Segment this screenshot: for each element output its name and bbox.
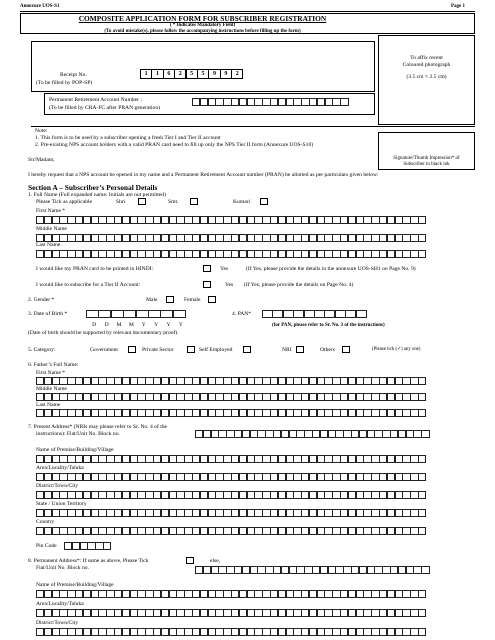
header-rule bbox=[20, 11, 475, 12]
input-cell[interactable] bbox=[98, 310, 111, 318]
category-hint: (Please tick (✓) any one) bbox=[372, 347, 421, 352]
title-shri-label: Shri bbox=[116, 199, 126, 205]
category-government-checkbox[interactable] bbox=[128, 346, 136, 353]
state-label: State / Union Territory bbox=[36, 501, 87, 507]
category-private-label: Private Sector bbox=[142, 347, 174, 353]
annexure-label: Annexure UOS-S1 bbox=[20, 4, 60, 9]
pran-sublabel: (To be filled by CRA-FC after PRAN generation) bbox=[49, 105, 160, 111]
perm-flat-label: Flat/Unit No. Block no. bbox=[36, 565, 89, 571]
gender-male-label: Male bbox=[146, 297, 158, 303]
input-cell[interactable] bbox=[418, 409, 426, 417]
dob-format-char: M bbox=[128, 322, 134, 328]
instructions-note: (To avoid mistake(s), please follow the accompanying instructions before filling up the form) bbox=[104, 29, 301, 34]
premise-label: Name of Premise/Building/Village bbox=[36, 447, 114, 453]
input-cell[interactable] bbox=[418, 455, 426, 463]
pan-label: 4. PAN* bbox=[232, 311, 252, 317]
input-cell[interactable] bbox=[262, 310, 273, 318]
input-cell[interactable] bbox=[418, 527, 426, 535]
perm-district-cells[interactable] bbox=[36, 628, 426, 636]
input-cell[interactable] bbox=[418, 393, 426, 401]
receipt-digit: 1 bbox=[140, 69, 152, 79]
note-2: 2. Pre-existing NPS account holders with a valid PRAN card need to fill up only the NPS Tier II form (Annexure UOS-S10) bbox=[35, 142, 314, 148]
father-last-name-label: Last Name bbox=[36, 402, 61, 408]
receipt-label: Receipt No. bbox=[60, 72, 87, 78]
address-label: 7. Present Address* (NRIs may please refer to Sr. No. 4 of the bbox=[28, 424, 168, 430]
category-private-checkbox[interactable] bbox=[187, 346, 195, 353]
perm-district-label: District/Town/City bbox=[36, 620, 79, 626]
address-label-2: instructions): Flat/Unit No. Block no. bbox=[36, 431, 120, 437]
perm-same-checkbox[interactable] bbox=[186, 557, 194, 564]
hindi-question: I would like my PRAN card to be printed in HINDI: bbox=[36, 266, 154, 272]
category-self-checkbox[interactable] bbox=[243, 346, 251, 353]
receipt-digit: 6 bbox=[163, 69, 175, 79]
receipt-digit: 2 bbox=[231, 69, 243, 79]
signature-sublabel: Subscriber in black ink bbox=[403, 162, 450, 167]
perm-address-label: 8. Permanent Address*: If same as above, Please Tick bbox=[28, 558, 149, 564]
input-cell[interactable] bbox=[340, 98, 348, 106]
perm-flat-cells[interactable] bbox=[195, 566, 429, 574]
dob-format-char: Y bbox=[154, 322, 159, 328]
input-cell[interactable] bbox=[418, 377, 426, 385]
father-name-label: 6. Father’s Full Name: bbox=[28, 362, 79, 368]
area-cells[interactable] bbox=[36, 473, 426, 481]
receipt-digit: 1 bbox=[151, 69, 163, 79]
father-middle-name-label: Middle Name bbox=[36, 386, 67, 392]
note-1: 1. This form is to be used by a subscriber opening a fresh Tier I and Tier II account bbox=[35, 135, 221, 141]
input-cell[interactable] bbox=[272, 310, 283, 318]
photo-box[interactable] bbox=[378, 35, 475, 125]
premise-cells[interactable] bbox=[36, 455, 426, 463]
input-cell[interactable] bbox=[418, 234, 426, 242]
input-cell[interactable] bbox=[148, 310, 161, 318]
input-cell[interactable] bbox=[418, 590, 426, 598]
dob-note: (Date of birth should be supported by relevant documentary proof). bbox=[28, 330, 179, 336]
gender-female-label: Female bbox=[184, 297, 201, 303]
pan-note: (for PAN, please refer to Sr. No. 3 of the instructions) bbox=[272, 323, 385, 328]
input-cell[interactable] bbox=[314, 310, 325, 318]
perm-area-cells[interactable] bbox=[36, 609, 426, 617]
perm-area-label: Area/Locality/Taluka bbox=[36, 601, 84, 607]
area-label: Area/Locality/Taluka bbox=[36, 465, 84, 471]
signature-label: Signature/Thumb Impression* of bbox=[393, 156, 460, 161]
father-first-name-cells[interactable] bbox=[36, 377, 426, 385]
salutation: Sir/Madam, bbox=[28, 157, 55, 163]
first-name-cells[interactable] bbox=[36, 216, 426, 224]
perm-premise-cells[interactable] bbox=[36, 590, 426, 598]
middle-name-cells[interactable] bbox=[36, 234, 426, 242]
country-cells[interactable] bbox=[36, 527, 426, 535]
perm-else-label: else, bbox=[210, 558, 221, 564]
pran-label: Permanent Retirement Account Number : bbox=[49, 97, 142, 103]
middle-name-label: Middle Name bbox=[36, 226, 67, 232]
form-title: COMPOSITE APPLICATION FORM FOR SUBSCRIBER REGISTRATION bbox=[78, 14, 327, 23]
receipt-digit: 9 bbox=[208, 69, 220, 79]
gender-female-checkbox[interactable] bbox=[208, 296, 216, 303]
district-cells[interactable] bbox=[36, 491, 426, 499]
category-nri-label: NRI bbox=[282, 347, 292, 353]
category-others-checkbox[interactable] bbox=[342, 346, 350, 353]
input-cell[interactable] bbox=[123, 310, 136, 318]
photo-size: (3.5 cm × 2.5 cm) bbox=[406, 73, 447, 80]
perm-premise-label: Name of Premise/Building/Village bbox=[36, 582, 114, 588]
hindi-yes-label: Yes bbox=[220, 266, 229, 272]
dob-label: 3. Date of Birth * bbox=[28, 311, 68, 317]
pan-cells[interactable] bbox=[262, 310, 366, 318]
father-first-name-label: First Name * bbox=[36, 370, 66, 376]
title-smt-checkbox[interactable] bbox=[190, 198, 198, 205]
hindi-note: (If Yes, please provide the details in the annexure UOS-SH1 on Page No. 9) bbox=[246, 266, 416, 272]
receipt-sublabel: (To be filled by POP-SP) bbox=[36, 80, 93, 86]
title-kumari-checkbox[interactable] bbox=[260, 198, 268, 205]
input-cell[interactable] bbox=[418, 250, 426, 258]
input-cell[interactable] bbox=[418, 628, 426, 636]
input-cell[interactable] bbox=[421, 430, 429, 438]
category-others-label: Others bbox=[320, 347, 335, 353]
dob-format-char: Y bbox=[178, 322, 183, 328]
input-cell[interactable] bbox=[418, 509, 426, 517]
receipt-digit: 5 bbox=[186, 69, 198, 79]
dob-format bbox=[88, 322, 187, 328]
first-name-label: First Name * bbox=[36, 208, 66, 214]
input-cell[interactable] bbox=[304, 310, 315, 318]
input-cell[interactable] bbox=[421, 566, 429, 574]
last-name-cells[interactable] bbox=[36, 250, 426, 258]
title-kumari-label: Kumari bbox=[233, 199, 251, 205]
dob-format-char: M bbox=[116, 322, 122, 328]
hindi-yes-checkbox[interactable] bbox=[203, 265, 211, 272]
pin-label: Pin Code bbox=[36, 543, 57, 549]
title-shri-checkbox[interactable] bbox=[138, 198, 146, 205]
country-label: Country bbox=[36, 519, 55, 525]
notes-title: Note: bbox=[35, 128, 48, 134]
input-cell[interactable] bbox=[356, 310, 367, 318]
state-cells[interactable] bbox=[36, 509, 426, 517]
request-text: I hereby request that a NPS account be opened in my name and a Permanent Retirement Account number (PRAN) be allotted as per particulars given below: bbox=[28, 172, 379, 178]
input-cell[interactable] bbox=[418, 216, 426, 224]
input-cell[interactable] bbox=[335, 310, 346, 318]
input-cell[interactable] bbox=[418, 609, 426, 617]
category-self-label: Self Employed bbox=[199, 347, 233, 353]
input-cell[interactable] bbox=[86, 310, 99, 318]
dob-cells[interactable] bbox=[86, 310, 185, 318]
father-last-name-cells[interactable] bbox=[36, 409, 426, 417]
mandatory-note: ( * Indicates Mandatory Field) bbox=[169, 23, 236, 28]
input-cell[interactable] bbox=[103, 542, 111, 550]
father-middle-name-cells[interactable] bbox=[36, 393, 426, 401]
tier2-yes-label: Yes bbox=[225, 282, 234, 288]
dob-format-char: Y bbox=[141, 322, 146, 328]
receipt-digit: 9 bbox=[220, 69, 232, 79]
input-cell[interactable] bbox=[418, 473, 426, 481]
photo-line-2: Coloured photograph bbox=[402, 62, 451, 69]
last-name-label: Last Name bbox=[36, 242, 61, 248]
input-cell[interactable] bbox=[283, 310, 294, 318]
input-cell[interactable] bbox=[345, 310, 356, 318]
input-cell[interactable] bbox=[160, 310, 173, 318]
district-label: District/Town/City bbox=[36, 483, 79, 489]
dob-format-char: D bbox=[92, 322, 97, 328]
input-cell[interactable] bbox=[173, 310, 186, 318]
signature-box[interactable] bbox=[378, 132, 475, 170]
input-cell[interactable] bbox=[136, 310, 149, 318]
dob-format-char: Y bbox=[166, 322, 171, 328]
tier2-checkbox[interactable] bbox=[203, 281, 211, 288]
gender-label: 2. Gender * bbox=[28, 297, 55, 303]
section-a-title: Section A – Subscriber’s Personal Details bbox=[28, 183, 158, 192]
receipt-digit: 5 bbox=[197, 69, 209, 79]
tier2-note: (If Yes, please provide the details on Page No. 4) bbox=[244, 282, 354, 288]
receipt-digit: 2 bbox=[174, 69, 186, 79]
input-cell[interactable] bbox=[293, 310, 304, 318]
receipt-number bbox=[140, 69, 243, 79]
category-label: 5. Category: bbox=[28, 347, 56, 353]
notes-rule bbox=[31, 126, 475, 127]
dob-format-char: D bbox=[104, 322, 109, 328]
full-name-label: 1. Full Name (Full expanded name: Initials are not permitted) bbox=[28, 192, 166, 198]
please-tick-label: Please Tick as applicable bbox=[36, 199, 93, 205]
gender-male-checkbox[interactable] bbox=[166, 296, 174, 303]
input-cell[interactable] bbox=[111, 310, 124, 318]
pran-cells[interactable] bbox=[192, 98, 348, 106]
input-cell[interactable] bbox=[418, 491, 426, 499]
page-number: Page 1 bbox=[451, 4, 466, 9]
pin-cells[interactable] bbox=[64, 542, 111, 550]
photo-line-1: To affix recent bbox=[410, 55, 443, 61]
category-nri-checkbox[interactable] bbox=[296, 346, 304, 353]
input-cell[interactable] bbox=[324, 310, 335, 318]
title-smt-label: Smt. bbox=[168, 199, 179, 205]
category-government-label: Government bbox=[90, 347, 118, 353]
tier2-question: I would like to subscribe for a Tier II Account: bbox=[36, 282, 141, 288]
address-flat-cells[interactable] bbox=[195, 430, 429, 438]
